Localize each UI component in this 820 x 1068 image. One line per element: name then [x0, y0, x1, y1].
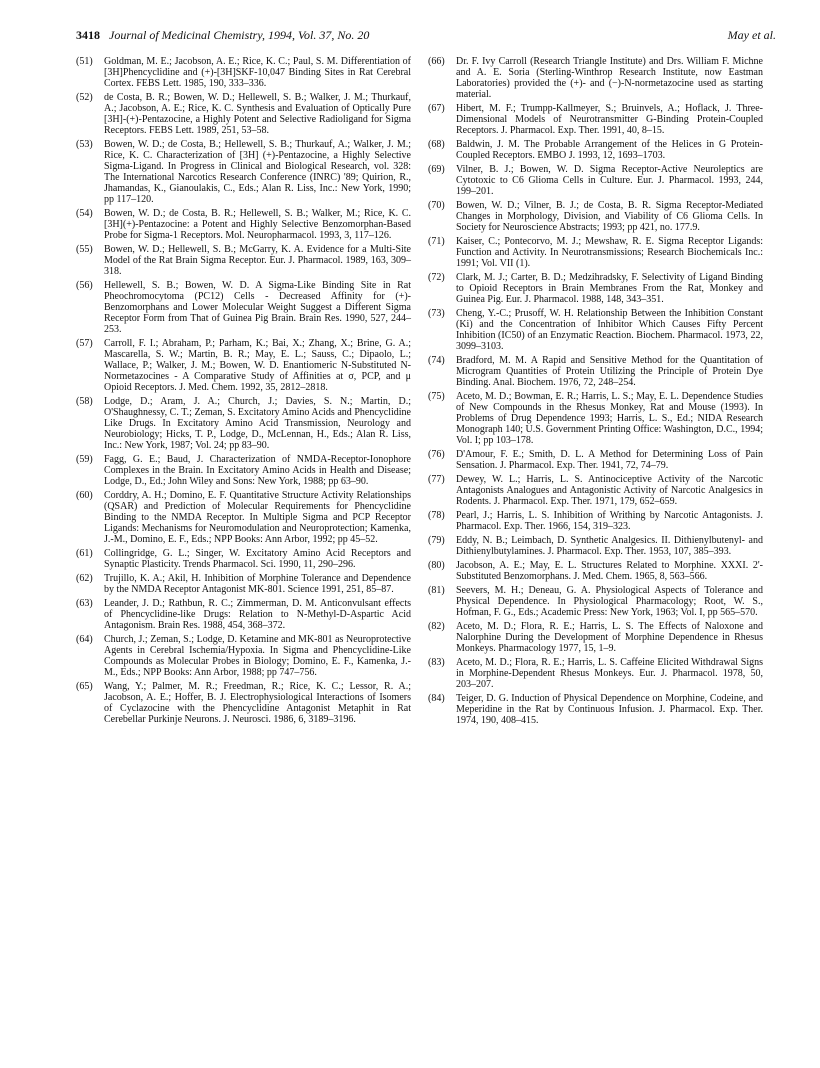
reference-number: (75) [428, 391, 445, 402]
reference-number: (61) [76, 548, 93, 559]
reference-number: (63) [76, 598, 93, 609]
reference-text: Pearl, J.; Harris, L. S. Inhibition of Writhing by Narcotic Antagonists. J. Pharmacol. Exp. Ther. 1966, 154, 319–323. [456, 510, 763, 532]
reference-number: (51) [76, 56, 93, 67]
reference-text: Hellewell, S. B.; Bowen, W. D. A Sigma-Like Binding Site in Rat Pheochromocytoma (PC12) Cells - Decreased Affinity for (+)-Benzomorphans and Lower Molecular Weight Suggest a Different Sigma Receptor Form from That of Guinea Pig Brain. Brain Res. 1990, 527, 244–253. [104, 280, 411, 335]
reference-text: Carroll, F. I.; Abraham, P.; Parham, K.; Bai, X.; Zhang, X.; Brine, G. A.; Mascarella, S. W.; Martin, B. R.; May, E. L.; Sauss, C.; Dipaolo, L.; Wallace, P.; Walker, J. M.; Bowen, W. D. Enantiomeric N-Substituted N-Normetazocines - A Comparative Study of Affinities at σ, PCP, and μ Opioid Receptors. J. Med. Chem. 1992, 35, 2812–2818. [104, 338, 411, 393]
reference-text: Bowen, W. D.; de Costa, B.; Hellewell, S. B.; Thurkauf, A.; Walker, J. M.; Rice, K. C. Characterization of [3H] (+)-Pentazocine, a Highly Selective Sigma-Ligand. In Progress in Clinical and Biological Research, vol. 328: The International Narcotics Research Conference (INRC) '89; Quirion, R., Jhamandas, K., Gianoulakis, C., Eds.; Alan R. Liss, Inc.: New York, 1990; pp 117–120. [104, 139, 411, 205]
reference-item [428, 103, 763, 136]
reference-text: Bowen, W. D.; Hellewell, S. B.; McGarry, K. A. Evidence for a Multi-Site Model of the Rat Brain Sigma Receptor. Eur. J. Pharmacol. 1989, 163, 309–318. [104, 244, 411, 277]
reference-text: Hibert, M. F.; Trumpp-Kallmeyer, S.; Bruinvels, A.; Hoflack, J. Three-Dimensional Models of Neurotransmitter G-Binding Protein-Coupled Receptors. J. Pharmacol. Exp. Ther. 1991, 40, 8–15. [456, 103, 763, 136]
reference-text: Vilner, B. J.; Bowen, W. D. Sigma Receptor-Active Neuroleptics are Cytotoxic to C6 Glioma Cells in Culture. Eur. J. Pharmacol. 1993, 244, 199–201. [456, 164, 763, 197]
reference-text: Aceto, M. D.; Flora, R. E.; Harris, L. S. Caffeine Elicited Withdrawal Signs in Morphine-Dependent Rhesus Monkeys. Eur. J. Pharmacol. 1978, 50, 203–207. [456, 657, 763, 690]
reference-number: (59) [76, 454, 93, 465]
reference-item [428, 56, 763, 100]
reference-number: (80) [428, 560, 445, 571]
reference-item [76, 396, 411, 451]
reference-item [76, 338, 411, 393]
reference-item [76, 92, 411, 136]
reference-text: de Costa, B. R.; Bowen, W. D.; Hellewell, S. B.; Walker, J. M.; Thurkauf, A.; Jacobson, A. E.; Rice, K. C. Synthesis and Evaluation of Optically Pure [3H]-(+)-Pentazocine, a Highly Potent and Selective Radioligand for Sigma Receptors. FEBS Lett. 1989, 251, 53–58. [104, 92, 411, 136]
reference-item [76, 548, 411, 570]
reference-text: Dr. F. Ivy Carroll (Research Triangle Institute) and Drs. William F. Michne and A. E. Soria (Sterling-Winthrop Research Institute, now Eastman Laboratories) provided the (+)- and (−)-N-normetazocine used as starting material. [456, 56, 763, 100]
reference-item [428, 139, 763, 161]
reference-number: (54) [76, 208, 93, 219]
reference-item [428, 657, 763, 690]
reference-item [76, 598, 411, 631]
reference-item [76, 681, 411, 725]
reference-number: (83) [428, 657, 445, 668]
reference-number: (68) [428, 139, 445, 150]
reference-number: (58) [76, 396, 93, 407]
reference-text: Aceto, M. D.; Bowman, E. R.; Harris, L. S.; May, E. L. Dependence Studies of New Compounds in the Rhesus Monkey, Rat and Mouse (1993). In Problems of Drug Dependence 1993; Harris, L. S., Ed.; NIDA Research Monograph 140; U.S. Government Printing Office: Washington, D.C., 1994; Vol. I; pp 103–178. [456, 391, 763, 446]
running-header [76, 26, 776, 44]
reference-number: (52) [76, 92, 93, 103]
reference-text: Wang, Y.; Palmer, M. R.; Freedman, R.; Rice, K. C.; Lessor, R. A.; Jacobson, A. E.; Hoffer, B. J. Electrophysiological Interactions of Isomers of Cyclazocine with the Phencyclidine Antagonist Metaphit in Rat Cerebellar Purkinje Neurons. J. Neurosci. 1986, 6, 3189–3196. [104, 681, 411, 725]
reference-item [76, 634, 411, 678]
reference-item [428, 391, 763, 446]
reference-item [428, 355, 763, 388]
reference-item [428, 272, 763, 305]
reference-number: (77) [428, 474, 445, 485]
reference-number: (81) [428, 585, 445, 596]
reference-text: Teiger, D. G. Induction of Physical Dependence on Morphine, Codeine, and Meperidine in the Rat by Continuous Infusion. J. Pharmacol. Exp. Ther. 1974, 190, 408–415. [456, 693, 763, 726]
reference-text: Baldwin, J. M. The Probable Arrangement of the Helices in G Protein-Coupled Receptors. EMBO J. 1993, 12, 1693–1703. [456, 139, 763, 161]
reference-number: (74) [428, 355, 445, 366]
reference-text: Goldman, M. E.; Jacobson, A. E.; Rice, K. C.; Paul, S. M. Differentiation of [3H]Phencyclidine and (+)-[3H]SKF-10,047 Binding Sites in Rat Cerebral Cortex. FEBS Lett. 1985, 190, 333–336. [104, 56, 411, 89]
reference-text: Jacobson, A. E.; May, E. L. Structures Related to Morphine. XXXI. 2'-Substituted Benzomorphans. J. Med. Chem. 1965, 8, 563–566. [456, 560, 763, 582]
reference-text: Eddy, N. B.; Leimbach, D. Synthetic Analgesics. II. Dithienylbutenyl- and Dithienylbutylamines. J. Pharmacol. Exp. Ther. 1953, 107, 385–393. [456, 535, 763, 557]
reference-number: (72) [428, 272, 445, 283]
reference-item [76, 280, 411, 335]
page-number: 3418 [76, 28, 100, 42]
reference-number: (60) [76, 490, 93, 501]
reference-number: (66) [428, 56, 445, 67]
reference-text: Dewey, W. L.; Harris, L. S. Antinociceptive Activity of the Narcotic Antagonists Analogues and Antagonistic Activity of Narcotic Analgesics in Rodents. J. Pharmacol. Exp. Ther. 1971, 179, 652–659. [456, 474, 763, 507]
reference-item [428, 585, 763, 618]
reference-item [428, 164, 763, 197]
reference-item [428, 200, 763, 233]
reference-number: (62) [76, 573, 93, 584]
reference-item [428, 474, 763, 507]
reference-item [428, 449, 763, 471]
reference-item [76, 244, 411, 277]
reference-item [76, 56, 411, 89]
reference-item [76, 454, 411, 487]
reference-item [76, 139, 411, 205]
reference-number: (70) [428, 200, 445, 211]
reference-number: (76) [428, 449, 445, 460]
reference-text: Corddry, A. H.; Domino, E. F. Quantitative Structure Activity Relationships (QSAR) and Prediction of Molecular Requirements for Phencyclidine Binding to the NMDA Receptor. In Multiple Sigma and PCP Receptor Ligands: Mechanisms for Neuromodulation and Neuroprotection; Kamenka, J.-M., Domino, E. F., Eds.; NPP Books: Ann Arbor, 1992; pp 45–52. [104, 490, 411, 545]
references-right-column [428, 56, 763, 729]
reference-number: (69) [428, 164, 445, 175]
reference-number: (55) [76, 244, 93, 255]
reference-number: (79) [428, 535, 445, 546]
reference-text: Bowen, W. D.; Vilner, B. J.; de Costa, B. R. Sigma Receptor-Mediated Changes in Morphology, Division, and Viability of C6 Glioma Cells. In Society for Neuroscience Abstracts; 1993; pp 421, no. 177.9. [456, 200, 763, 233]
reference-text: Fagg, G. E.; Baud, J. Characterization of NMDA-Receptor-Ionophore Complexes in the Brain. In Excitatory Amino Acids in Health and Disease; Lodge, D., Ed.; John Wiley and Sons: New York, 1988; pp 63–90. [104, 454, 411, 487]
reference-text: D'Amour, F. E.; Smith, D. L. A Method for Determining Loss of Pain Sensation. J. Pharmacol. Exp. Ther. 1941, 72, 74–79. [456, 449, 763, 471]
reference-item [428, 236, 763, 269]
reference-number: (71) [428, 236, 445, 247]
reference-item [428, 560, 763, 582]
reference-text: Bradford, M. M. A Rapid and Sensitive Method for the Quantitation of Microgram Quantities of Protein Utilizing the Principle of Protein Dye Binding. Anal. Biochem. 1976, 72, 248–254. [456, 355, 763, 388]
reference-item [428, 510, 763, 532]
reference-text: Bowen, W. D.; de Costa, B. R.; Hellewell, S. B.; Walker, M.; Rice, K. C. [3H](+)-Pentazocine: a Potent and Highly Selective Benzomorphan-Based Probe for Sigma-1 Receptors. Mol. Neuropharmacol. 1993, 3, 117–126. [104, 208, 411, 241]
reference-item [428, 308, 763, 352]
reference-text: Seevers, M. H.; Deneau, G. A. Physiological Aspects of Tolerance and Physical Dependence. In Physiological Pharmacology; Root, W. S., Hofman, F. G., Eds.; Academic Press: New York, 1963; Vol. I, pp 565–570. [456, 585, 763, 618]
reference-item [76, 573, 411, 595]
reference-text: Kaiser, C.; Pontecorvo, M. J.; Mewshaw, R. E. Sigma Receptor Ligands: Function and Activity. In Neurotransmissions; Research Biochemicals Inc.: 1991; Vol. VII (1). [456, 236, 763, 269]
reference-text: Trujillo, K. A.; Akil, H. Inhibition of Morphine Tolerance and Dependence by the NMDA Receptor Antagonist MK-801. Science 1991, 251, 85–87. [104, 573, 411, 595]
reference-number: (64) [76, 634, 93, 645]
reference-text: Cheng, Y.-C.; Prusoff, W. H. Relationship Between the Inhibition Constant (Ki) and the Concentration of Inhibitor Which Causes Fifty Percent Inhibition (IC50) of an Enzymatic Reaction. Biochem. Pharmacol. 1973, 22, 3099–3103. [456, 308, 763, 352]
reference-text: Church, J.; Zeman, S.; Lodge, D. Ketamine and MK-801 as Neuroprotective Agents in Cerebral Ischemia/Hypoxia. In Sigma and Phencyclidine-Like Compounds as Molecular Probes in Biology; Domino, E. F., Kamenka, J.-M., Eds.; NPP Books: Ann Arbor, 1988; pp 747–756. [104, 634, 411, 678]
reference-text: Collingridge, G. L.; Singer, W. Excitatory Amino Acid Receptors and Synaptic Plasticity. Trends Pharmacol. Sci. 1990, 11, 290–296. [104, 548, 411, 570]
reference-text: Leander, J. D.; Rathbun, R. C.; Zimmerman, D. M. Anticonvulsant effects of Phencyclidine-like Drugs: Relation to N-Methyl-D-Aspartic Acid Antagonism. Brain Res. 1988, 454, 368–372. [104, 598, 411, 631]
reference-text: Lodge, D.; Aram, J. A.; Church, J.; Davies, S. N.; Martin, D.; O'Shaughnessy, C. T.; Zeman, S. Excitatory Amino Acids and Phencyclidine Like Drugs. In Excitatory Amino Acid Transmission, Neurology and Neurobiology; Hicks, T. P., Lodge, D., McLennan, H., Eds.; Alan R. Liss, Inc.: New York, 1987; Vol. 24; pp 83–90. [104, 396, 411, 451]
reference-text: Clark, M. J.; Carter, B. D.; Medzihradsky, F. Selectivity of Ligand Binding to Opioid Receptors in Brain Membranes From the Rat, Monkey and Guinea Pig. Eur. J. Pharmacol. 1988, 148, 343–351. [456, 272, 763, 305]
reference-number: (57) [76, 338, 93, 349]
reference-number: (56) [76, 280, 93, 291]
running-authors: May et al. [727, 28, 776, 42]
reference-text: Aceto, M. D.; Flora, R. E.; Harris, L. S. The Effects of Naloxone and Nalorphine During the Development of Morphine Dependence in Rhesus Monkeys. Pharmacology 1977, 15, 1–9. [456, 621, 763, 654]
reference-item [428, 621, 763, 654]
reference-number: (73) [428, 308, 445, 319]
reference-item [428, 535, 763, 557]
reference-number: (82) [428, 621, 445, 632]
reference-number: (84) [428, 693, 445, 704]
reference-item [76, 208, 411, 241]
reference-number: (67) [428, 103, 445, 114]
reference-number: (78) [428, 510, 445, 521]
reference-item [76, 490, 411, 545]
journal-citation: Journal of Medicinal Chemistry, 1994, Vol. 37, No. 20 [109, 28, 370, 42]
reference-item [428, 693, 763, 726]
reference-number: (65) [76, 681, 93, 692]
reference-number: (53) [76, 139, 93, 150]
references-left-column [76, 56, 411, 728]
